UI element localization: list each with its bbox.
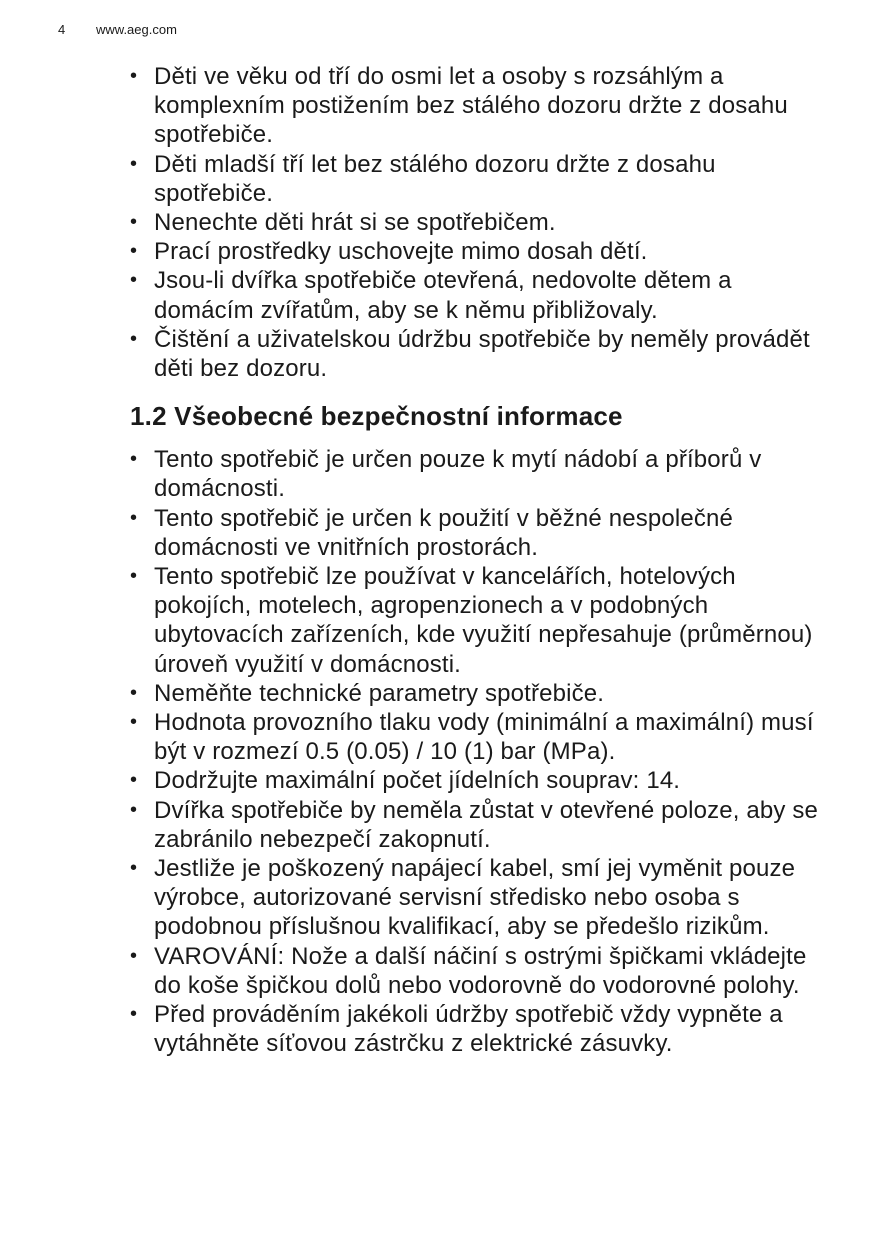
list-item: • Před prováděním jakékoli údržby spotřebič vždy vypněte a vytáhněte síťovou zástrčku z elektrické zásuvky. — [130, 1001, 783, 1058]
list-item: • Děti ve věku od tří do osmi let a osoby s rozsáhlým a komplexním postižením bez stálého dozoru držte z dosahu spotřebiče. — [130, 63, 788, 149]
list-item: • Tento spotřebič je určen k použití v běžné nespolečné domácnosti ve vnitřních prostorách. — [130, 504, 733, 561]
list-item: • Jestliže je poškozený napájecí kabel, smí jej vyměnit pouze výrobce, autorizované servisní středisko nebo osoba s podobnou příslušnou kvalifikací, aby se předešlo rizikům. — [130, 855, 796, 941]
list-item: • Děti mladší tří let bez stálého dozoru držte z dosahu spotřebiče. — [130, 150, 716, 207]
page-number: 4 — [58, 22, 66, 37]
page-header — [58, 22, 177, 37]
page-content — [128, 62, 818, 1059]
list-item: • Jsou-li dvířka spotřebiče otevřená, nedovolte dětem a domácím zvířatům, aby se k němu přibližovaly. — [130, 267, 732, 324]
website-link[interactable]: www.aeg.com — [96, 22, 177, 37]
section-title: 1.2 Všeobecné bezpečnostní informace — [130, 401, 623, 432]
list-item: • VAROVÁNÍ: Nože a další náčiní s ostrými špičkami vkládejte do koše špičkou dolů nebo vodorovně do vodorovné polohy. — [130, 942, 807, 999]
safety-list-children — [128, 62, 818, 383]
list-item: • Nenechte děti hrát si se spotřebičem. — [130, 209, 556, 237]
list-item: • Čištění a uživatelskou údržbu spotřebiče by neměly provádět děti bez dozoru. — [130, 325, 810, 383]
safety-list-general — [128, 445, 818, 1058]
list-item: • Prací prostředky uschovejte mimo dosah dětí. — [130, 238, 648, 266]
list-item: • Neměňte technické parametry spotřebiče. — [130, 679, 605, 707]
list-item: • Tento spotřebič lze používat v kancelářích, hotelových pokojích, motelech, agropenzionech a v podobných ubytovacích zařízeních, kde využití nepřesahuje (průměrnou) úroveň využití v domácnosti. — [130, 563, 813, 678]
list-item: • Tento spotřebič je určen pouze k mytí nádobí a příborů v domácnosti. — [130, 446, 762, 503]
list-item: • Hodnota provozního tlaku vody (minimální a maximální) musí být v rozmezí 0.5 (0.05) / 10 (1) bar (MPa). — [130, 709, 814, 766]
list-item: • Dodržujte maximální počet jídelních souprav: 14. — [130, 767, 681, 795]
list-item: • Dvířka spotřebiče by neměla zůstat v otevřené poloze, aby se zabránilo nebezpečí zakopnutí. — [130, 796, 819, 853]
